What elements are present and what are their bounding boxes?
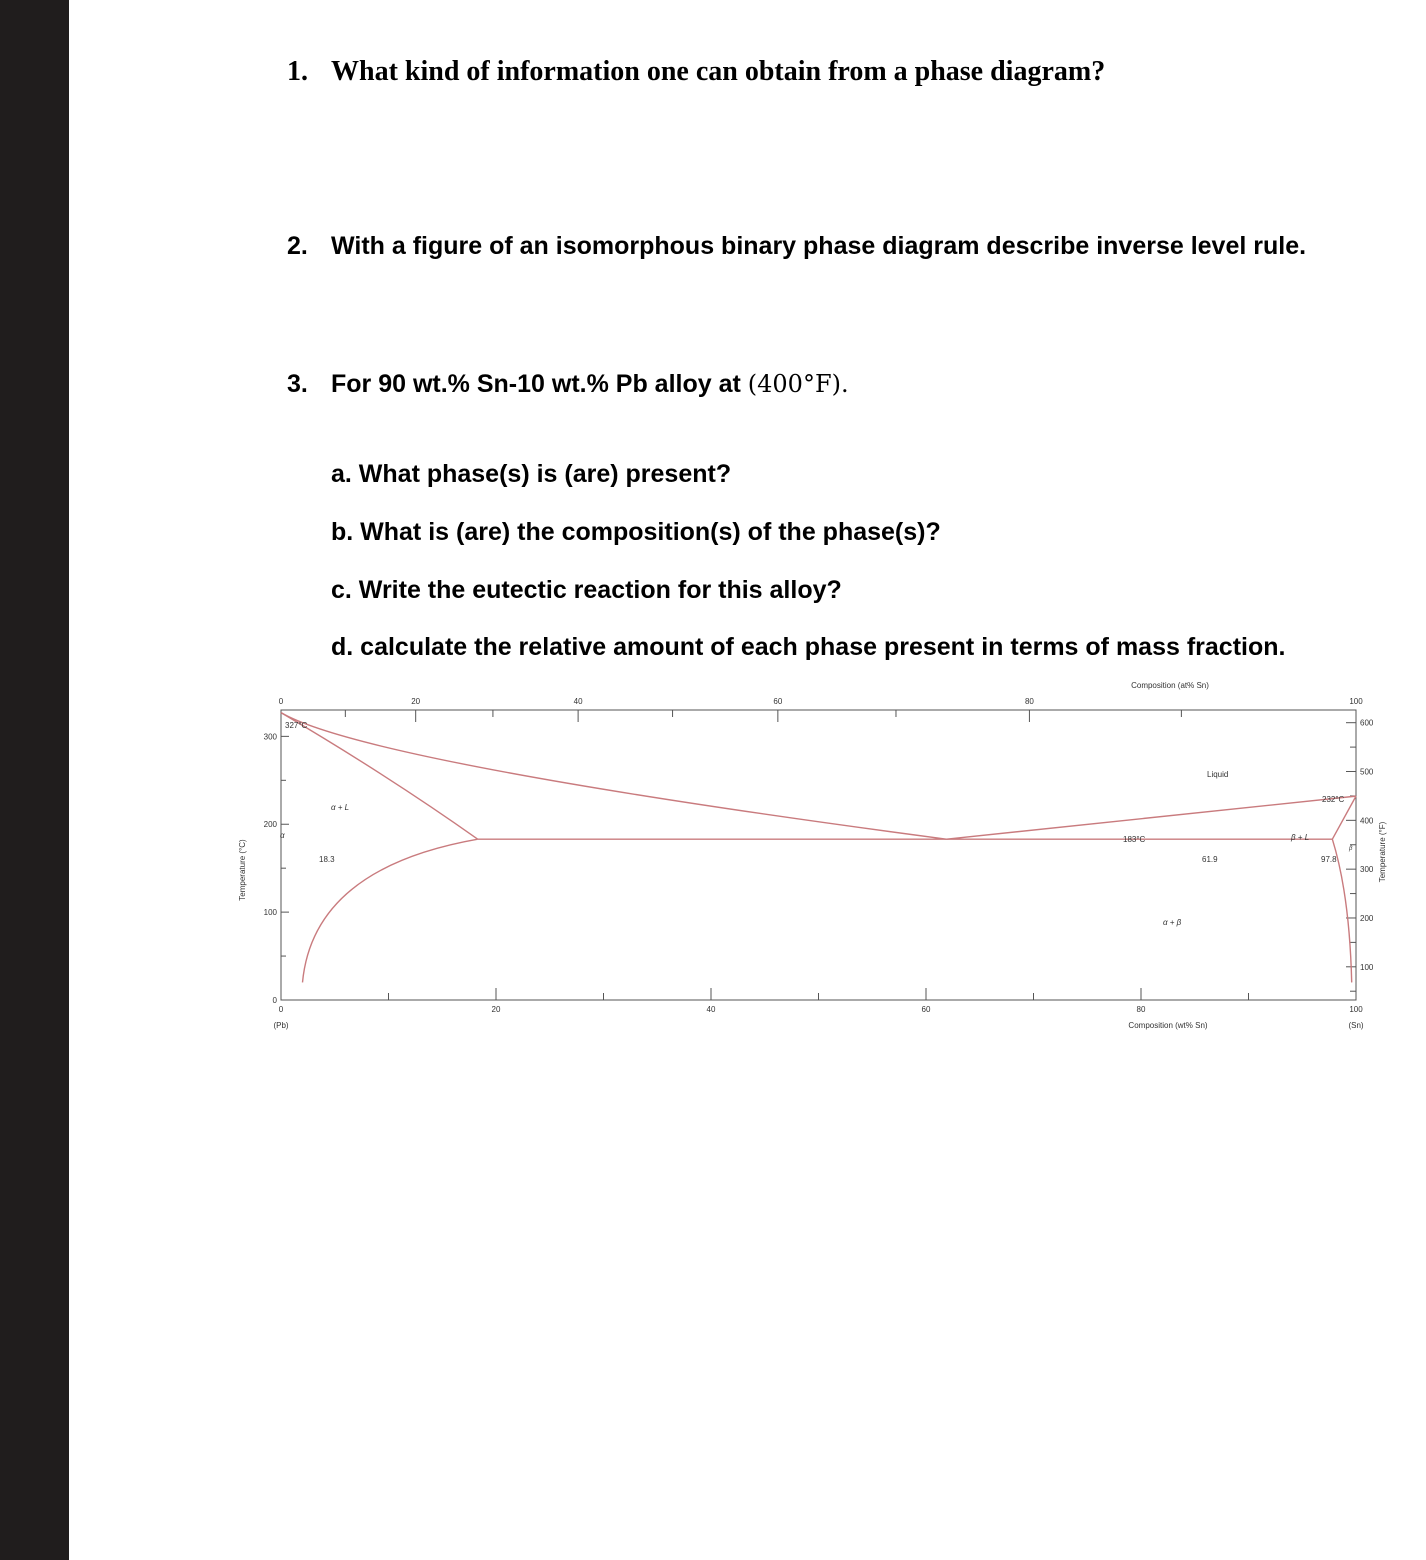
left-tick-label: 200: [263, 820, 277, 830]
pb-sn-phase-diagram: [225, 670, 1405, 1040]
question-3b: b. What is (are) the composition(s) of the phase(s)?: [331, 518, 941, 546]
right-tick-label: 500: [1360, 767, 1374, 777]
top-tick-label: 80: [1024, 697, 1034, 706]
alpha-max-label: 18.3: [319, 855, 335, 864]
right-tick-label: 600: [1360, 718, 1374, 728]
bottom-tick-label: 80: [1136, 1005, 1146, 1014]
right-end-label: (Sn): [1348, 1021, 1364, 1030]
left-margin-bar: [0, 0, 69, 1560]
top-tick-label: 20: [411, 697, 421, 706]
left-tick-label: 300: [263, 732, 277, 742]
bottom-tick-label: 20: [491, 1005, 501, 1014]
question-1: [287, 56, 1105, 88]
question-2-text: With a figure of an isomorphous binary phase diagram describe inverse level rule.: [331, 232, 1307, 260]
right-tick-label: 200: [1360, 913, 1374, 923]
right-tick-label: 400: [1360, 816, 1374, 826]
right-tick-label: 300: [1360, 865, 1374, 875]
eutectic-comp-label: 61.9: [1202, 855, 1218, 864]
liquidus-left: [281, 713, 946, 840]
question-1-text: What kind of information one can obtain from a phase diagram?: [331, 56, 1106, 87]
region-beta: β: [1349, 846, 1353, 852]
plot-frame: [281, 710, 1356, 1000]
question-2-number: 2.: [287, 232, 308, 260]
right-axis-title: Temperature (°F): [1378, 821, 1387, 883]
top-axis-title: Composition (at% Sn): [1131, 681, 1209, 690]
left-tick-label: 100: [263, 908, 277, 918]
region-beta-liquid: β + L: [1291, 833, 1310, 842]
top-tick-label: 40: [573, 697, 583, 706]
question-3c: c. Write the eutectic reaction for this alloy?: [331, 576, 842, 604]
question-3: [287, 370, 849, 399]
top-tick-label: 0: [278, 697, 284, 706]
top-tick-label: 60: [773, 697, 783, 706]
question-3-temperature: (400°F).: [747, 370, 849, 398]
bottom-tick-label: 60: [921, 1005, 931, 1014]
bottom-tick-label: 100: [1349, 1005, 1363, 1014]
question-2: [287, 229, 1367, 264]
question-3-number: 3.: [287, 370, 308, 398]
region-liquid: Liquid: [1207, 770, 1229, 779]
left-tick-label: 0: [272, 996, 277, 1005]
left-end-label: (Pb): [273, 1021, 289, 1030]
eutectic-temp-label: 183°C: [1123, 835, 1146, 844]
region-alpha-beta: α + β: [1163, 918, 1182, 927]
bottom-tick-label: 40: [706, 1005, 716, 1014]
beta-max-label: 97.8: [1321, 855, 1337, 864]
left-axis-title: Temperature (°C): [238, 839, 247, 901]
question-1-number: 1.: [287, 56, 308, 87]
question-3-text: For 90 wt.% Sn-10 wt.% Pb alloy at: [331, 370, 741, 398]
question-3d: d. calculate the relative amount of each phase present in terms of mass fraction.: [331, 633, 1286, 661]
region-alpha-liquid: α + L: [331, 803, 350, 812]
question-3a: a. What phase(s) is (are) present?: [331, 460, 732, 488]
sn-melting-label: 232°C: [1322, 795, 1345, 804]
bottom-axis-title: Composition (wt% Sn): [1128, 1021, 1208, 1030]
right-tick-label: 100: [1360, 962, 1374, 972]
region-alpha: α: [280, 831, 285, 840]
top-tick-label: 100: [1349, 697, 1363, 706]
bottom-tick-label: 0: [278, 1005, 284, 1014]
solidus-left: [281, 713, 478, 840]
phase-boundaries: [281, 713, 1356, 983]
pb-melting-label: 327°C: [285, 721, 308, 730]
